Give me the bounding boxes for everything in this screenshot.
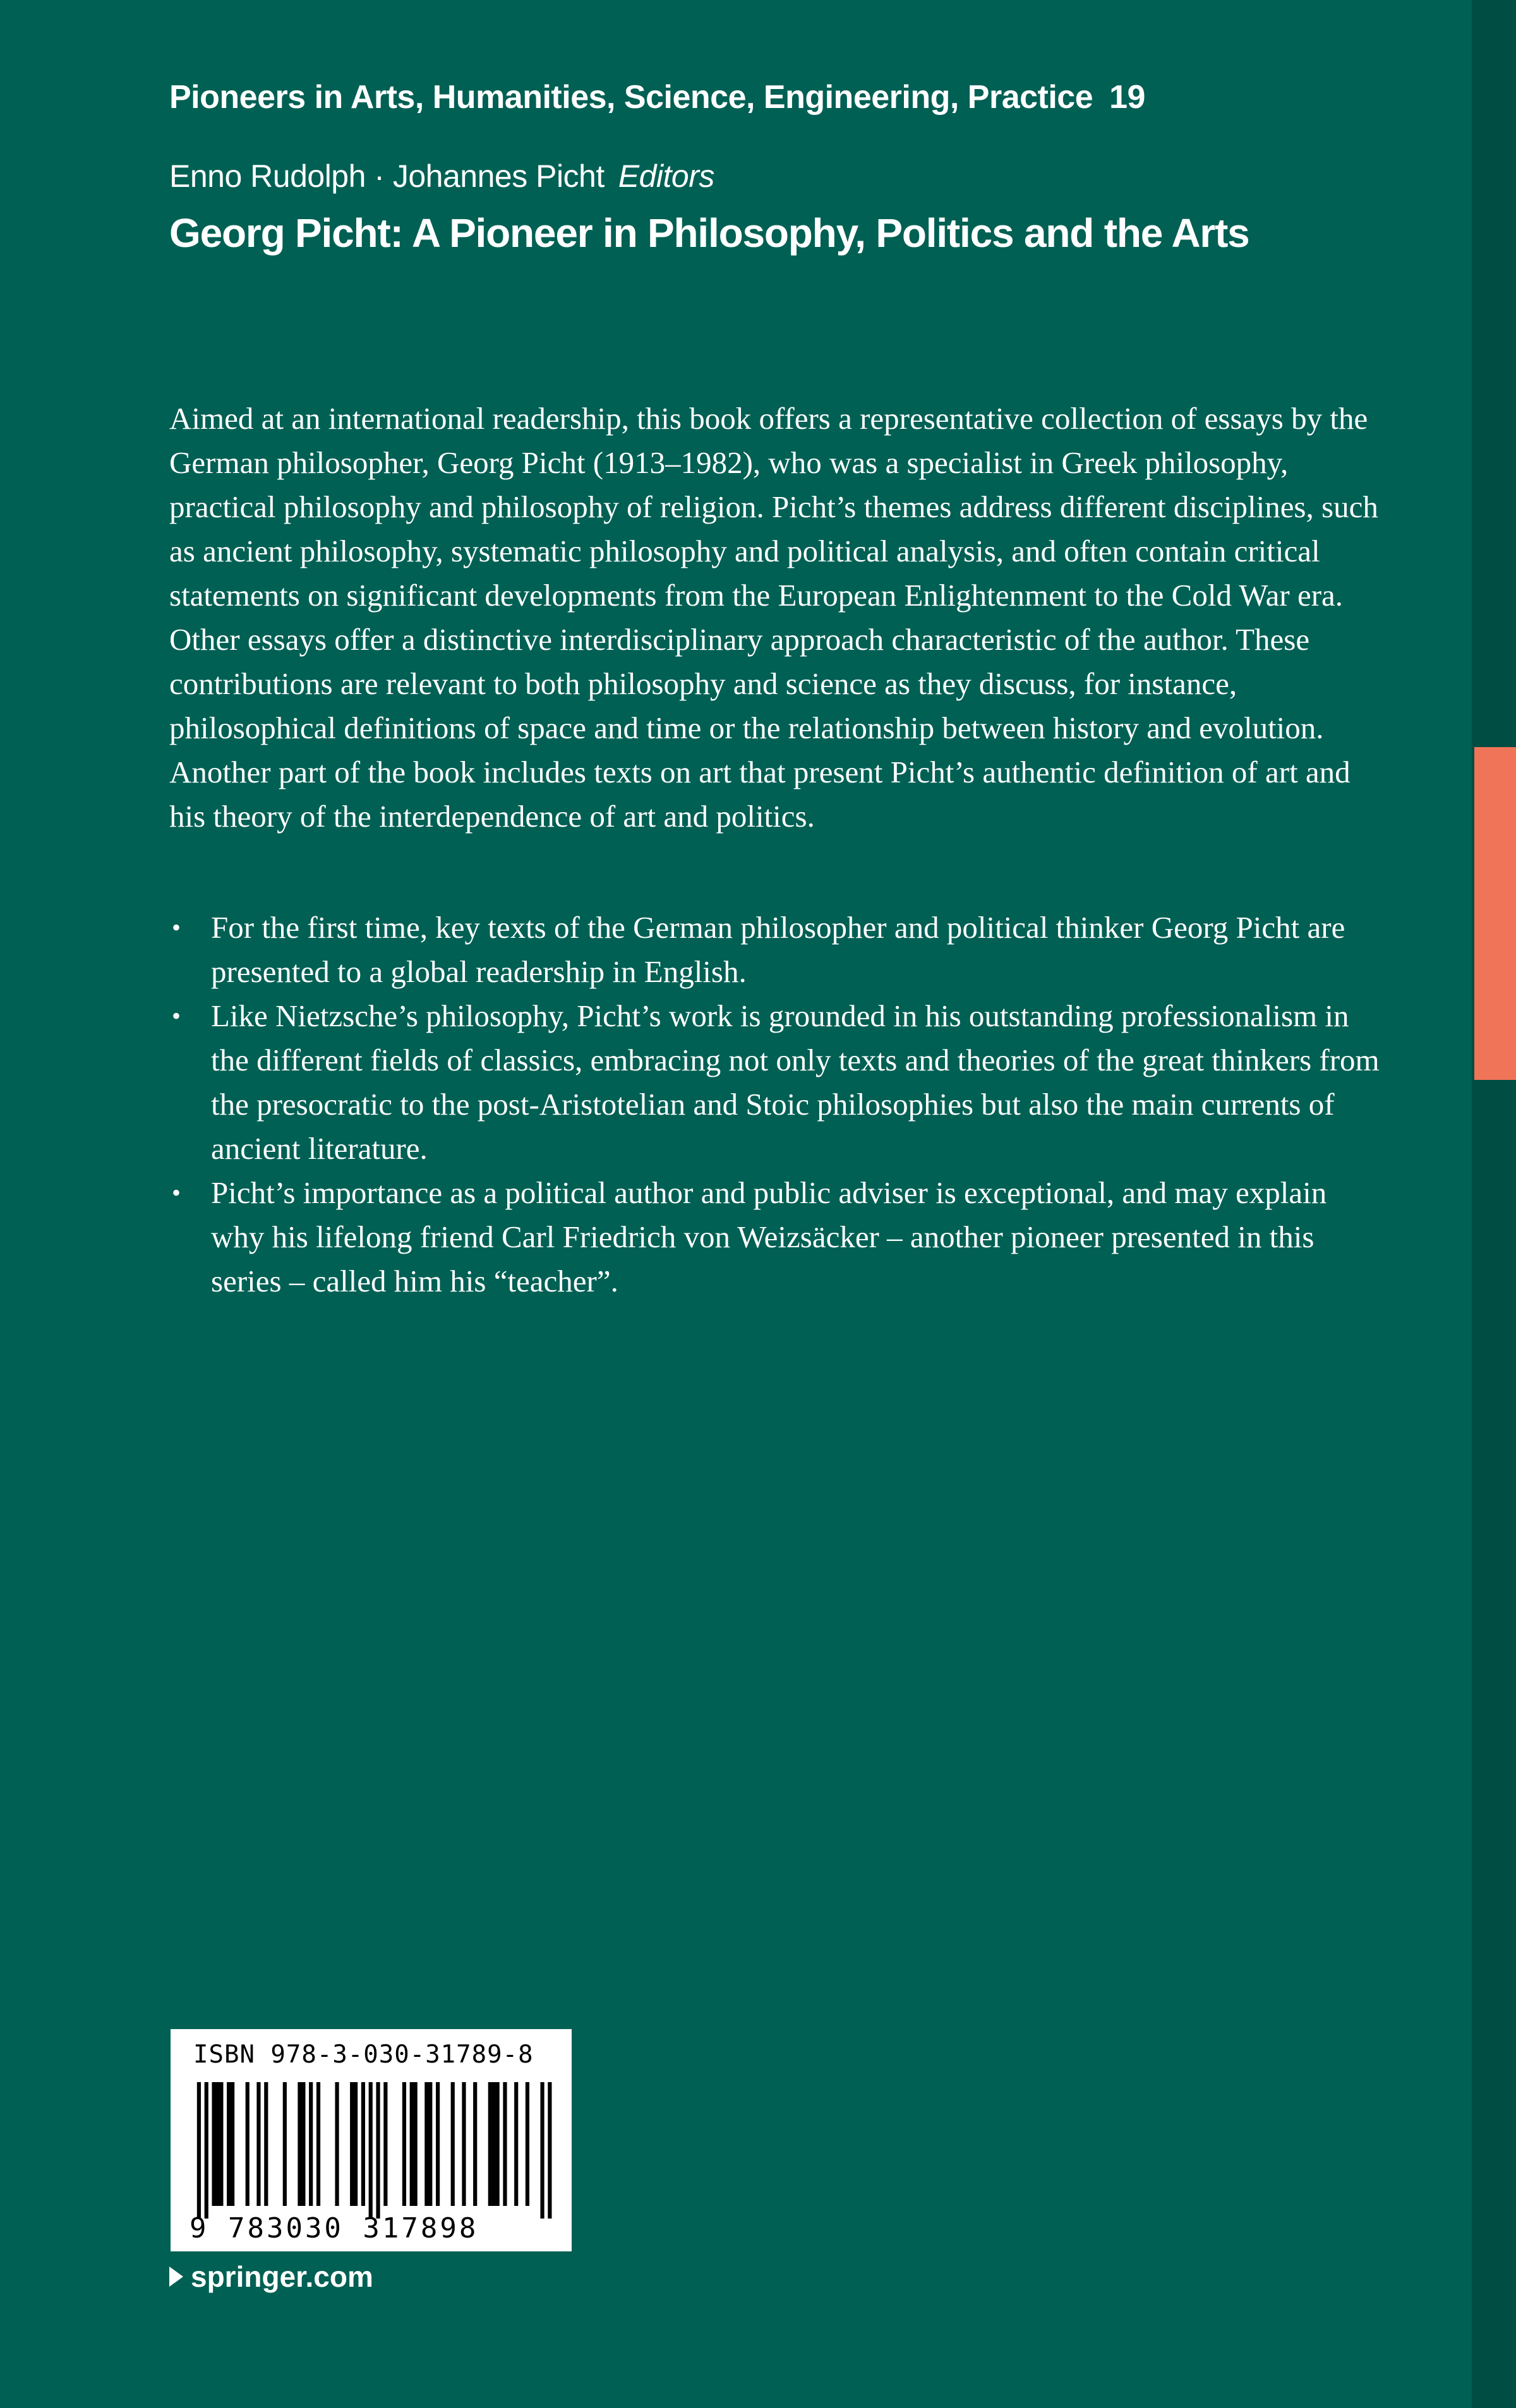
barcode-bar xyxy=(410,2082,414,2206)
barcode-bar xyxy=(462,2082,466,2206)
barcode-bar xyxy=(428,2082,432,2206)
barcode-bar xyxy=(227,2082,231,2206)
barcode-bar xyxy=(402,2082,406,2206)
barcode-bar xyxy=(414,2082,418,2206)
series-name: Pioneers in Arts, Humanities, Science, Engineering, Practice xyxy=(169,79,1093,116)
editor-names: Enno Rudolph · Johannes Picht xyxy=(169,159,605,194)
series-number: 19 xyxy=(1109,79,1145,116)
barcode-bar xyxy=(212,2082,215,2206)
ean13-barcode-icon xyxy=(190,2082,559,2219)
barcode-bar xyxy=(451,2082,455,2206)
barcode-digits: 9 783030 317898 xyxy=(190,2212,479,2244)
barcode-bar xyxy=(526,2082,529,2206)
barcode-bar xyxy=(350,2082,354,2206)
barcode-bar xyxy=(424,2082,428,2206)
barcode-bar xyxy=(354,2082,358,2206)
barcode-bar xyxy=(376,2082,380,2219)
isbn-label: ISBN 978-3-030-31789-8 xyxy=(193,2040,534,2069)
barcode-bar xyxy=(548,2082,551,2219)
barcode-bar xyxy=(383,2082,387,2206)
barcode-bar xyxy=(473,2082,477,2206)
barcode-bar xyxy=(298,2082,301,2206)
barcode-bar xyxy=(503,2082,507,2206)
barcode-bar xyxy=(361,2082,365,2206)
spine-strip xyxy=(1472,0,1516,2408)
barcode-bar xyxy=(197,2082,201,2219)
barcode-bar xyxy=(316,2082,320,2206)
barcode-bar xyxy=(335,2082,339,2206)
barcode-panel xyxy=(171,2029,572,2251)
barcode-bar xyxy=(309,2082,313,2206)
barcode-bar xyxy=(264,2082,268,2206)
arrow-right-icon xyxy=(169,2267,183,2287)
publisher-url: springer.com xyxy=(191,2260,373,2293)
editor-role: Editors xyxy=(618,159,714,194)
list-item: • Picht’s importance as a political author and public adviser is exceptional, and may explain why his lifelong friend Carl Friedrich von Weizsäcker – another pioneer presented in this series – called him his “teacher”. xyxy=(169,1171,1382,1303)
barcode-bar xyxy=(215,2082,219,2206)
barcode-bar xyxy=(488,2082,492,2206)
blurb-paragraph: Aimed at an international readership, this book offers a representative collection of essays by the German philosopher, Georg Picht (1913–1982), who was a specialist in Greek philosophy, practical philosophy and philosophy of religion. Picht’s themes address different disciplines, such as ancient philosophy, systematic philosophy and political analysis, and often contain critical statements on significant developments from the European Enlightenment to the Cold War era. Other essays offer a distinctive interdisciplinary approach characteristic of the author. These contributions are relevant to both philosophy and science as they discuss, for instance, philosophical definitions of space and time or the relationship between history and evolution. Another part of the book includes texts on art that present Picht’s authentic definition of art and his theory of the interdependence of art and politics. xyxy=(169,401,1378,834)
barcode-bar xyxy=(540,2082,544,2219)
barcode-bar xyxy=(256,2082,260,2206)
publisher-link[interactable] xyxy=(169,2260,373,2294)
highlights-list xyxy=(169,906,1382,1303)
barcode-bar xyxy=(492,2082,496,2206)
barcode-bar xyxy=(246,2082,250,2206)
barcode-bar xyxy=(514,2082,518,2206)
barcode-bar xyxy=(436,2082,440,2206)
list-item: • Like Nietzsche’s philosophy, Picht’s work is grounded in his outstanding professionalism in the different fields of classics, embracing not only texts and theories of the great thinkers from the presocratic to the post-Aristotelian and Stoic philosophies but also the main currents of ancient literature. xyxy=(169,994,1382,1171)
barcode-bar xyxy=(369,2082,373,2219)
barcode-bar xyxy=(496,2082,500,2206)
editors-line xyxy=(169,158,714,195)
book-title: Georg Picht: A Pioneer in Philosophy, Politics and the Arts xyxy=(169,210,1249,256)
list-item: • For the first time, key texts of the German philosopher and political thinker Georg Picht are presented to a global readership in English. xyxy=(169,906,1382,994)
spine-accent-bar xyxy=(1474,747,1516,1080)
barcode-bar xyxy=(205,2082,208,2219)
barcode-bar xyxy=(283,2082,287,2206)
barcode-bar xyxy=(231,2082,234,2206)
barcode-bar xyxy=(219,2082,223,2206)
series-title xyxy=(169,78,1145,116)
barcode-bar xyxy=(301,2082,305,2206)
